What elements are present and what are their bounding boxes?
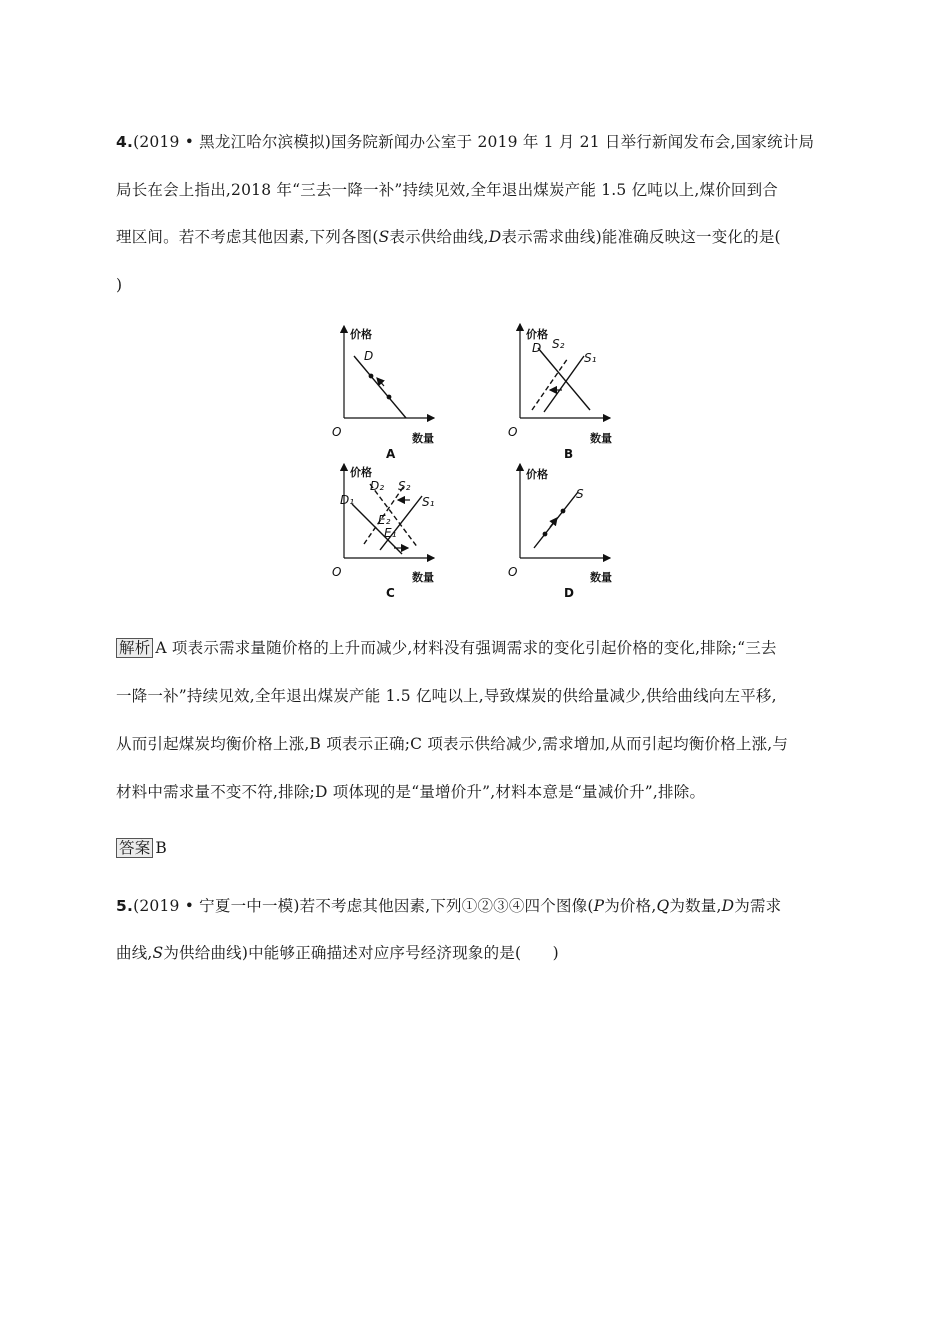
q5-symbol-p: P xyxy=(593,897,605,915)
panel-d xyxy=(508,464,612,600)
panel-a-price-label: 价格 xyxy=(350,328,372,341)
q5-number: 5. xyxy=(116,897,134,915)
q4-number: 4. xyxy=(116,133,134,151)
q4-line-1 xyxy=(116,132,814,152)
q5-symbol-q: Q xyxy=(656,897,670,915)
panel-a-point-2 xyxy=(387,395,392,400)
panel-d-origin: O xyxy=(508,565,518,579)
panel-c-price-label: 价格 xyxy=(350,466,372,479)
q4-line-3 xyxy=(116,227,781,247)
panel-c xyxy=(332,464,435,600)
q5-line-1 xyxy=(116,896,781,916)
panel-d-arrow xyxy=(550,518,557,527)
panel-a-quantity-label: 数量 xyxy=(412,432,434,445)
answer-line xyxy=(116,838,167,858)
panel-a-d-label: D xyxy=(364,349,374,363)
panel-b-supply-curve-s1 xyxy=(544,356,584,412)
q5-symbol-s: S xyxy=(152,944,164,962)
panel-a xyxy=(332,326,434,461)
analysis-text-4: 材料中需求量不变不符,排除;D 项体现的是“量增价升”,材料本意是“量减价升”,排除。 xyxy=(116,783,706,801)
panel-c-quantity-label: 数量 xyxy=(412,571,434,584)
analysis-tag: 解析 xyxy=(116,638,153,658)
panel-c-s2-label: S₂ xyxy=(398,479,411,493)
analysis-line-1 xyxy=(116,638,777,658)
q5-symbol-d: D xyxy=(721,897,735,915)
q4-text-4: ) xyxy=(116,276,123,294)
panel-b-quantity-label: 数量 xyxy=(590,432,612,445)
panel-a-demand-curve xyxy=(354,356,406,418)
panel-c-s1-label: S₁ xyxy=(422,495,435,509)
panel-b-supply-curve-s2 xyxy=(532,358,568,410)
panel-b-demand-curve xyxy=(538,348,590,410)
q5-text-2b: 为供给曲线)中能够正确描述对应序号经济现象的是( ) xyxy=(163,944,559,962)
q4-line-4 xyxy=(116,275,122,295)
panel-b-price-label: 价格 xyxy=(526,328,548,341)
panel-c-e2-label: E₂ xyxy=(378,513,391,527)
q5-text-1d: 为需求 xyxy=(734,897,782,915)
panel-d-point-2 xyxy=(561,509,566,514)
panel-a-caption: A xyxy=(386,447,396,461)
panel-c-e1-label: E₁ xyxy=(384,526,397,540)
analysis-text-1: A 项表示需求量随价格的上升而减少,材料没有强调需求的变化引起价格的变化,排除;“三去 xyxy=(155,639,777,657)
answer-tag: 答案 xyxy=(116,838,153,858)
panel-a-origin: O xyxy=(332,425,342,439)
analysis-line-4 xyxy=(116,782,705,802)
q4-symbol-d: D xyxy=(488,228,502,246)
supply-demand-figures xyxy=(328,318,628,602)
panel-b-caption: B xyxy=(564,447,574,461)
panel-b-s2-label: S₂ xyxy=(552,337,565,351)
q5-text-2a: 曲线, xyxy=(116,944,153,962)
q4-text-3b: 表示供给曲线, xyxy=(389,228,489,246)
q5-text-1a: (2019 • 宁夏一中一模)若不考虑其他因素,下列①②③④四个图像( xyxy=(133,897,594,915)
panel-b-d-label: D xyxy=(532,341,542,355)
panel-c-caption: C xyxy=(386,586,395,600)
q4-symbol-s: S xyxy=(378,228,390,246)
panel-c-d2-label: D₂ xyxy=(370,479,385,493)
q5-line-2 xyxy=(116,943,559,963)
panel-d-s-label: S xyxy=(576,487,584,501)
panel-b xyxy=(508,324,612,461)
panel-c-d1-label: D₁ xyxy=(340,493,355,507)
q5-text-1b: 为价格, xyxy=(604,897,657,915)
panel-b-s1-label: S₁ xyxy=(584,351,597,365)
q4-text-2: 局长在会上指出,2018 年“三去一降一补”持续见效,全年退出煤炭产能 1.5 亿吨以上,煤价回到合 xyxy=(116,181,779,199)
panel-b-origin: O xyxy=(508,425,518,439)
q4-line-2 xyxy=(116,180,778,200)
q4-text-3a: 理区间。若不考虑其他因素,下列各图( xyxy=(116,228,379,246)
panel-d-quantity-label: 数量 xyxy=(590,571,612,584)
analysis-line-2 xyxy=(116,686,777,706)
answer-value: B xyxy=(155,839,167,857)
q4-text-3c: 表示需求曲线)能准确反映这一变化的是( xyxy=(501,228,781,246)
analysis-line-3 xyxy=(116,734,788,754)
panel-d-price-label: 价格 xyxy=(526,468,548,481)
panel-c-origin: O xyxy=(332,565,342,579)
panel-d-point-1 xyxy=(543,532,548,537)
panel-d-caption: D xyxy=(564,586,574,600)
analysis-text-2: 一降一补”持续见效,全年退出煤炭产能 1.5 亿吨以上,导致煤炭的供给量减少,供给曲线向左平移, xyxy=(116,687,777,705)
q5-text-1c: 为数量, xyxy=(669,897,722,915)
q4-text-1: (2019 • 黑龙江哈尔滨模拟)国务院新闻办公室于 2019 年 1 月 21 日举行新闻发布会,国家统计局 xyxy=(133,133,815,151)
analysis-text-3: 从而引起煤炭均衡价格上涨,B 项表示正确;C 项表示供给减少,需求增加,从而引起均衡价格上涨,与 xyxy=(116,735,789,753)
panel-a-point-1 xyxy=(369,374,374,379)
